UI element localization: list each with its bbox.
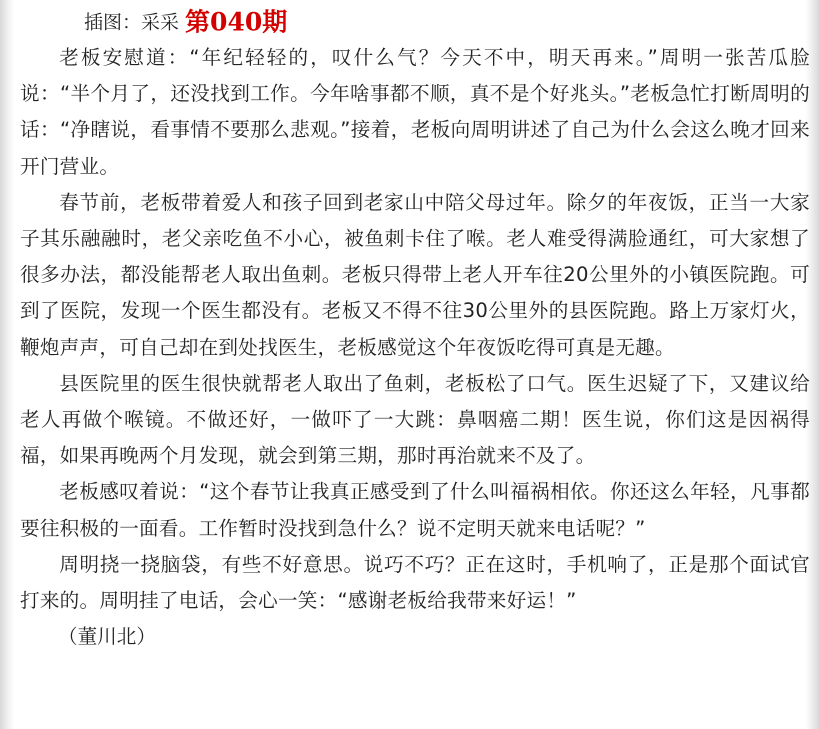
illustration-credit: 插图：采采 xyxy=(84,11,186,34)
paragraph: 老板安慰道：“年纪轻轻的，叹什么气？今天不中，明天再来。”周明一张苦瓜脸说：“半个月了，还没找到工作。今年啥事都不顺，真不是个好兆头。”老板急忙打断周明的话：“净瞎说，看事情不要那么悲观。”接着，老板向周明讲述了自己为什么会这么晚才回来开门营业。 xyxy=(20,46,810,178)
paragraph: 周明挠一挠脑袋，有些不好意思。说巧不巧？正在这时，手机响了，正是那个面试官打来的。周明挂了电话，会心一笑：“感谢老板给我带来好运！” xyxy=(20,552,810,613)
issue-number: 第040期 xyxy=(185,7,288,37)
article xyxy=(20,4,810,655)
paragraph: 老板感叹着说：“这个春节让我真正感受到了什么叫福祸相依。你还这么年轻，凡事都要往积极的一面看。工作暂时没找到急什么？说不定明天就来电话呢？” xyxy=(20,480,810,540)
article-header xyxy=(20,4,810,40)
paragraph: 春节前，老板带着爱人和孩子回到老家山中陪父母过年。除夕的年夜饭，正当一大家子其乐融融时，老父亲吃鱼不小心，被鱼刺卡住了喉。老人难受得满脸通红，可大家想了很多办法，都没能帮老人取出鱼刺。老板只得带上老人开车往20公里外的小镇医院跑。可到了医院，发现一个医生都没有。老板又不得不往30公里外的县医院跑。路上万家灯火，鞭炮声声，可自己却在到处找医生，老板感觉这个年夜饭吃得可真是无趣。 xyxy=(20,190,810,359)
page-edge-shadow-left xyxy=(0,0,14,729)
paragraph: 县医院里的医生很快就帮老人取出了鱼刺，老板松了口气。医生迟疑了下，又建议给老人再做个喉镜。不做还好，一做吓了一大跳：鼻咽癌二期！医生说，你们这是因祸得福，如果再晚两个月发现，就会到第三期，那时再治就来不及了。 xyxy=(20,371,810,468)
author-signature: （董川北） xyxy=(58,625,156,649)
